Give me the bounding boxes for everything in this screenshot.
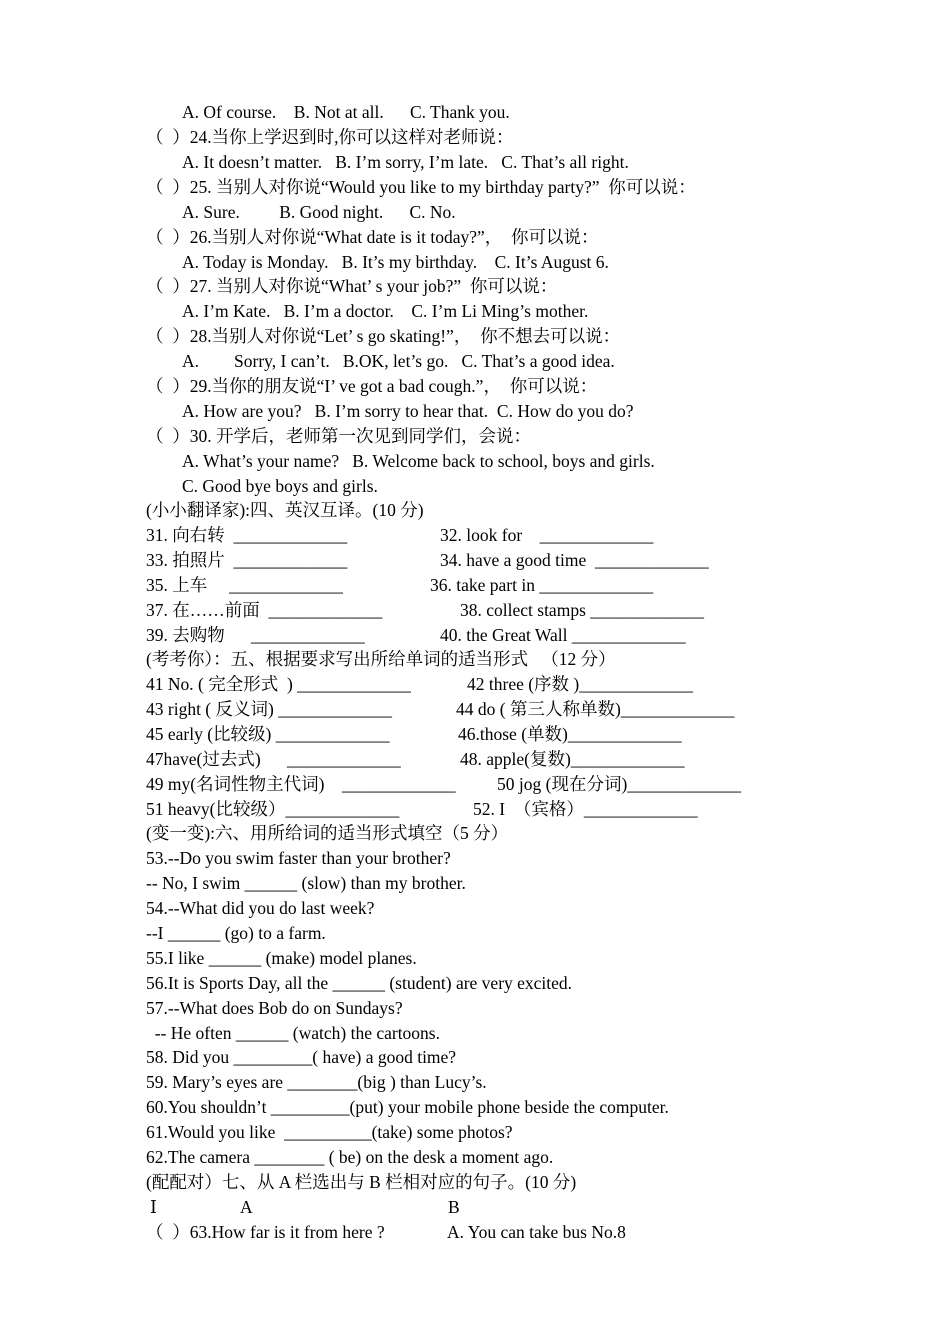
q30-option-c: C. Good bye boys and girls. xyxy=(182,476,378,496)
q57-answer: -- He often ______ (watch) the cartoons. xyxy=(146,1023,440,1043)
q53-answer: -- No, I swim ______ (slow) than my brother. xyxy=(146,873,466,893)
q48: 48. apple(复数)_____________ xyxy=(460,749,685,769)
q47: 47have(过去式) _____________ xyxy=(146,749,401,769)
q31: 31. 向右转 _____________ xyxy=(146,525,348,545)
q36: 36. take part in _____________ xyxy=(430,575,654,595)
q24-question: （ ）24.当你上学迟到时,你可以这样对老师说： xyxy=(146,127,514,147)
q28-question: （ ）28.当别人对你说“Let’ s go skating!”， 你不想去可以说： xyxy=(146,326,621,346)
q24-options: A. It doesn’t matter. B. I’m sorry, I’m late. C. That’s all right. xyxy=(182,152,629,172)
q27-question: （ ）27. 当别人对你说“What’ s your job?” 你可以说： xyxy=(146,276,558,296)
q46: 46.those (单数)_____________ xyxy=(458,724,682,744)
q54-question: 54.--What did you do last week? xyxy=(146,898,375,918)
q29-options: A. How are you? B. I’m sorry to hear that. C. How do you do? xyxy=(182,401,634,421)
q25-options: A. Sure. B. Good night. C. No. xyxy=(182,202,456,222)
q41: 41 No. ( 完全形式 ) _____________ xyxy=(146,674,411,694)
q43: 43 right ( 反义词) _____________ xyxy=(146,699,392,719)
q60: 60.You shouldn’t _________(put) your mobile phone beside the computer. xyxy=(146,1097,669,1117)
q45: 45 early (比较级) _____________ xyxy=(146,724,390,744)
q51: 51 heavy(比较级）_____________ xyxy=(146,799,400,819)
q53-question: 53.--Do you swim faster than your brother? xyxy=(146,848,451,868)
q44: 44 do ( 第三人称单数)_____________ xyxy=(456,699,735,719)
q28-options: A. Sorry, I can’t. B.OK, let’s go. C. That’s a good idea. xyxy=(182,351,615,371)
q54-answer: --I ______ (go) to a farm. xyxy=(146,923,326,943)
q30-options-ab: A. What’s your name? B. Welcome back to school, boys and girls. xyxy=(182,451,655,471)
q35: 35. 上车 _____________ xyxy=(146,575,343,595)
q32: 32. look for _____________ xyxy=(440,525,654,545)
q39: 39. 去购物 _____________ xyxy=(146,625,365,645)
column-b-header: B xyxy=(448,1197,460,1217)
section-6-heading: (变一变):六、用所给词的适当形式填空（5 分） xyxy=(146,823,509,843)
q57-question: 57.--What does Bob do on Sundays? xyxy=(146,998,403,1018)
q58: 58. Did you _________( have) a good time? xyxy=(146,1047,457,1067)
match-option-a: A. You can take bus No.8 xyxy=(447,1222,626,1242)
column-roman-one: Ⅰ xyxy=(150,1197,157,1217)
section-4-heading: (小小翻译家):四、英汉互译。(10 分) xyxy=(146,500,424,520)
q26-question: （ ）26.当别人对你说“What date is it today?”， 你可以说： xyxy=(146,227,599,247)
q55: 55.I like ______ (make) model planes. xyxy=(146,948,417,968)
q29-question: （ ）29.当你的朋友说“I’ ve got a bad cough.”， 你可以说： xyxy=(146,376,598,396)
q33: 33. 拍照片 _____________ xyxy=(146,550,348,570)
q38: 38. collect stamps _____________ xyxy=(460,600,705,620)
q40: 40. the Great Wall _____________ xyxy=(440,625,686,645)
q25-question: （ ）25. 当别人对你说“Would you like to my birthday party?” 你可以说： xyxy=(146,177,696,197)
q63: （ ）63.How far is it from here ? xyxy=(146,1222,385,1242)
column-a-header: A xyxy=(240,1197,253,1217)
q49: 49 my(名词性物主代词) _____________ xyxy=(146,774,456,794)
section-5-heading: (考考你）：五、根据要求写出所给单词的适当形式 （12 分） xyxy=(146,649,616,669)
q27-options: A. I’m Kate. B. I’m a doctor. C. I’m Li Ming’s mother. xyxy=(182,301,589,321)
q26-options: A. Today is Monday. B. It’s my birthday. C. It’s August 6. xyxy=(182,252,609,272)
q23-options: A. Of course. B. Not at all. C. Thank you. xyxy=(182,102,510,122)
q34: 34. have a good time _____________ xyxy=(440,550,709,570)
q56: 56.It is Sports Day, all the ______ (student) are very excited. xyxy=(146,973,573,993)
q61: 61.Would you like __________(take) some photos? xyxy=(146,1122,513,1142)
q59: 59. Mary’s eyes are ________(big ) than Lucy’s. xyxy=(146,1072,487,1092)
q37: 37. 在……前面 _____________ xyxy=(146,600,383,620)
q30-question: （ ）30. 开学后，老师第一次见到同学们，会说： xyxy=(146,426,531,446)
q42: 42 three (序数 )_____________ xyxy=(467,674,694,694)
q50: 50 jog (现在分词)_____________ xyxy=(497,774,742,794)
q52: 52. I （宾格）_____________ xyxy=(473,799,698,819)
q62: 62.The camera ________ ( be) on the desk a moment ago. xyxy=(146,1147,554,1167)
section-7-heading: (配配对）七、从 A 栏选出与 B 栏相对应的句子。(10 分) xyxy=(146,1172,577,1192)
